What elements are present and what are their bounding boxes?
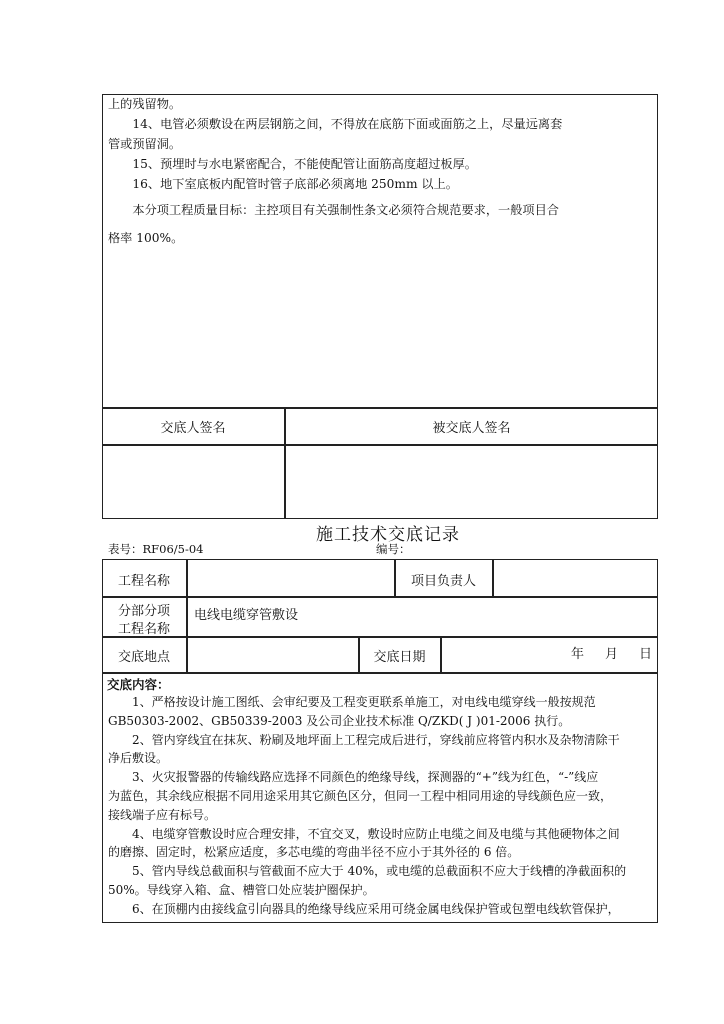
content-line-12: 6、在顶棚内由接线盒引向器具的绝缘导线应采用可绕金属电线保护管或包塑电线软管保护， (132, 901, 620, 916)
content-line-11: 50%。导线穿入箱、盒、槽管口处应装护圈保护。 (108, 882, 375, 897)
upper-line-1: 上的残留物。 (108, 97, 182, 111)
content-line-9: 的磨擦、固定时，松紧应适度，多芯电缆的弯曲半径不应小于其外径的 6 倍。 (108, 845, 520, 860)
date-field[interactable] (442, 638, 656, 671)
project-manager-label: 项目负责人 (410, 574, 476, 589)
content-body (108, 693, 654, 919)
project-name-label: 工程名称 (117, 574, 170, 589)
content-line-10: 5、管内导线总截面积与管截面不应大于 40%，或电缆的总截面积不应大于线槽的净截面积的 (132, 864, 627, 879)
serial-number-label: 编号： (376, 542, 411, 556)
receiver-signature-label: 被交底人签名 (432, 421, 511, 436)
upper-line-6: 本分项工程质量目标：主控项目有关强制性条文必须符合规范要求，一般项目合 (132, 203, 559, 217)
upper-line-7: 格率 100%。 (108, 231, 184, 245)
signature-top-border (102, 407, 658, 409)
location-field[interactable] (188, 638, 357, 671)
receiver-signature-area[interactable] (287, 446, 656, 517)
project-manager-field[interactable] (494, 561, 656, 595)
sub-project-value: 电线电缆穿管敷设 (194, 608, 299, 623)
upper-line-3: 管或预留洞。 (108, 137, 182, 151)
location-label: 交底地点 (117, 650, 170, 665)
content-line-7: 接线端子应有标号。 (108, 807, 217, 822)
sub-project-label-line2: 工程名称 (117, 622, 170, 637)
date-year: 年 (571, 647, 585, 662)
content-line-2: GB50303-2002、GB50339-2003 及公司企业技术标准 Q/ZKD( J )01-2006 执行。 (108, 713, 571, 728)
giver-signature-label: 交底人签名 (160, 421, 226, 436)
content-line-6: 为蓝色，其余线应根据不同用途采用其它颜色区分，但同一工程中相同用途的导线颜色应一致， (108, 788, 613, 803)
sub-project-label-line1: 分部分项 (117, 604, 170, 619)
content-line-5: 3、火灾报警器的传输线路应选择不同颜色的绝缘导线，探测器的“+”线为红色，“-”线应 (132, 770, 599, 785)
upper-line-4: 15、预埋时与水电紧密配合，不能使配管让面筋高度超过板厚。 (132, 157, 477, 171)
upper-line-5: 16、地下室底板内配管时管子底部必须离地 250mm 以上。 (132, 177, 458, 191)
date-label: 交底日期 (373, 650, 426, 665)
date-month: 月 (605, 647, 619, 662)
date-day: 日 (639, 647, 653, 662)
form-number: 表号：RF06/5-04 (108, 542, 204, 556)
project-name-field[interactable] (188, 561, 393, 595)
giver-signature-area[interactable] (104, 446, 283, 517)
content-line-4: 净后敷设。 (108, 751, 169, 766)
form-title: 施工技术交底记录 (316, 525, 460, 545)
content-line-3: 2、管内穿线宜在抹灰、粉刷及地坪面上工程完成后进行，穿线前应将管内积水及杂物清除干 (132, 732, 620, 747)
upper-content (108, 94, 653, 248)
content-line-8: 4、电缆穿管敷设时应合理安排，不宜交叉，敷设时应防止电缆之间及电缆与其他硬物体之间 (132, 826, 620, 841)
content-line-1: 1、严格按设计施工图纸、会审纪要及工程变更联系单施工，对电线电缆穿线一般按规范 (132, 695, 596, 709)
content-heading: 交底内容： (107, 677, 170, 692)
upper-line-2: 14、电管必须敷设在两层钢筋之间，不得放在底筋下面或面筋之上，尽量远离套 (132, 117, 563, 131)
